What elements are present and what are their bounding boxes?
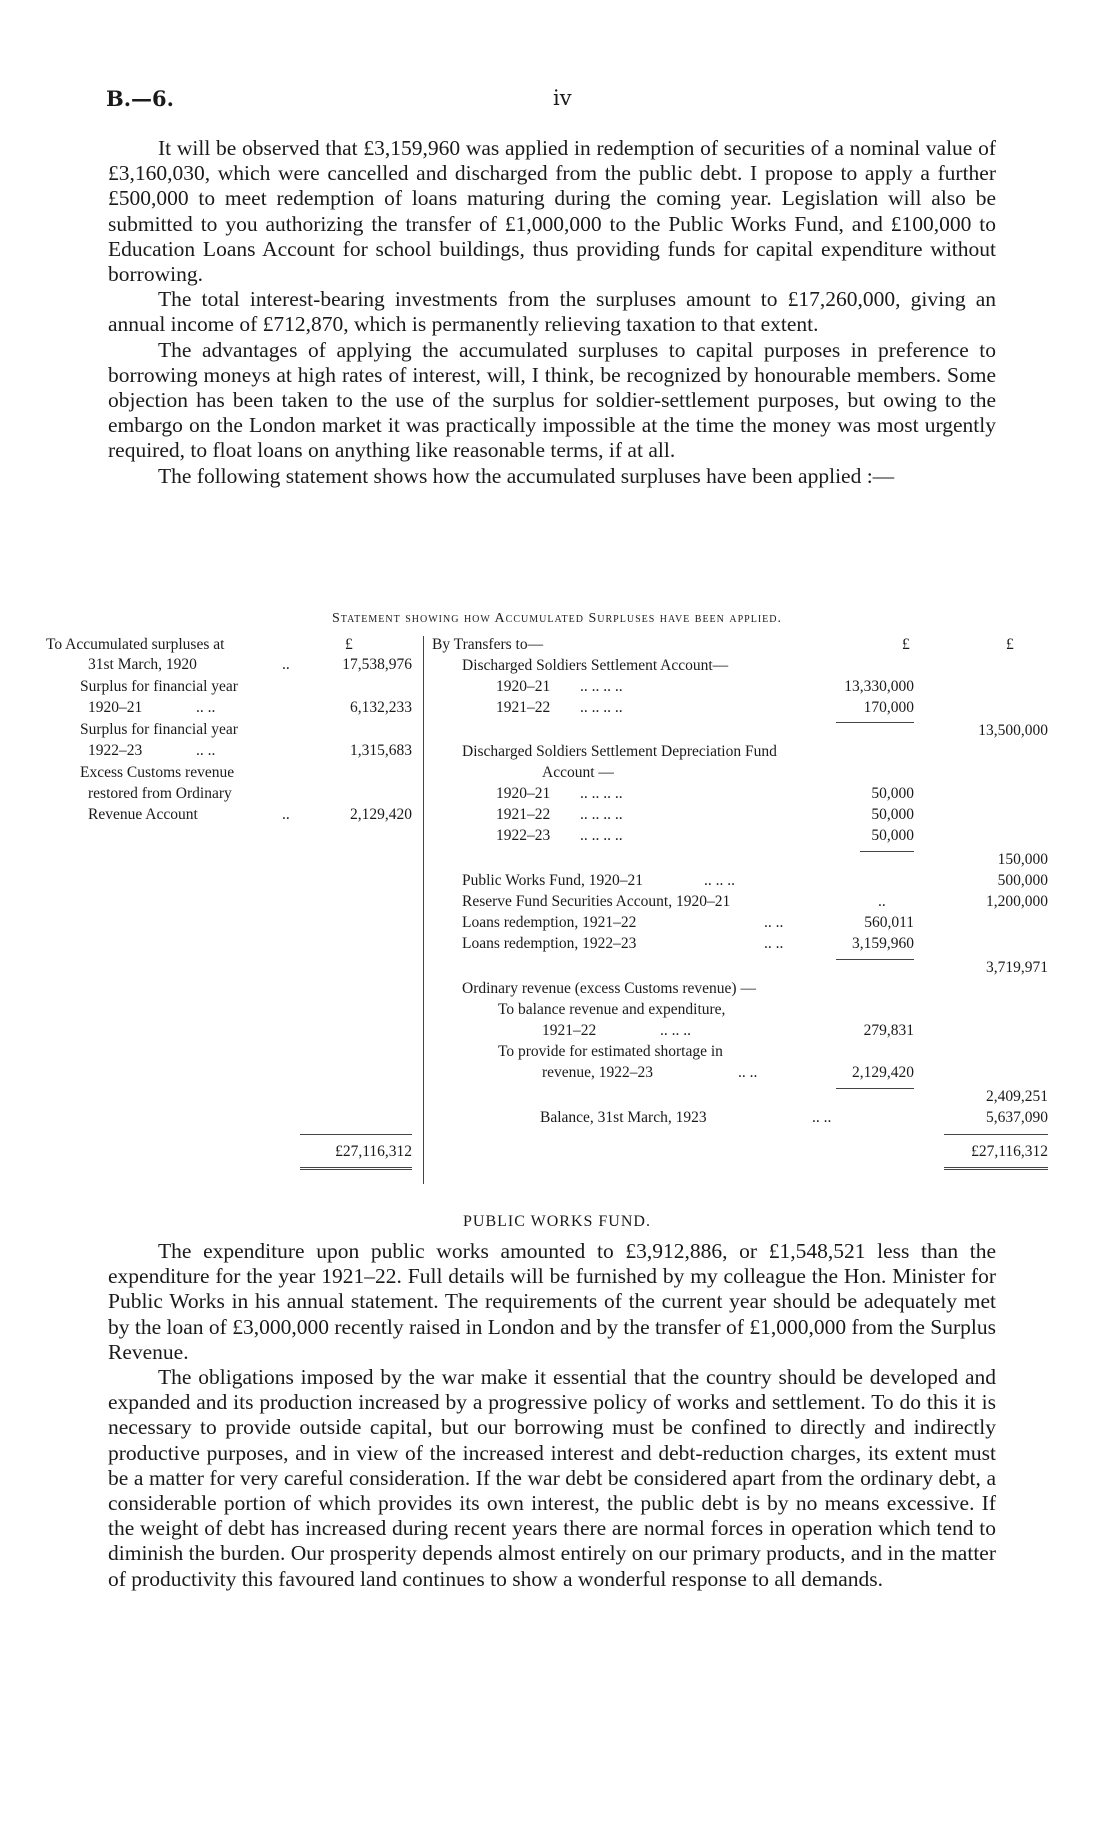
dsd-label-2: Account —: [542, 764, 614, 781]
dsd-value-3: 50,000: [871, 827, 914, 844]
ordinary-revenue-label: Ordinary revenue (excess Customs revenue) —: [462, 980, 756, 997]
intro-paragraph-1: It will be observed that £3,159,960 was applied in redemption of securities of a nominal value of £3,160,030, which were cancelled and discharged from the public debt. I propose to apply a further £500,000 to meet redemption of loans maturing during the coming year. Legislation will also be submitted to you authorizing the transfer of £1,000,000 to the Public Works Fund, and £100,000 to Education Loans Account for school buildings, thus providing funds for capital expenditure without borrowing.: [108, 136, 996, 287]
intro-paragraph-4: The following statement shows how the accumulated surpluses have been applied :—: [158, 463, 895, 488]
total-double-rule: [944, 1167, 1048, 1170]
left-pound-sign: £: [345, 636, 353, 653]
balance-value: 5,637,090: [986, 1109, 1048, 1126]
ordinary-revenue-value-1: 279,831: [863, 1022, 914, 1039]
dsd-year-1: 1920–21: [496, 785, 551, 802]
right-pound-sign-2: £: [1006, 636, 1014, 653]
pwf-value: 500,000: [997, 872, 1048, 889]
right-total: £27,116,312: [971, 1143, 1048, 1160]
dssa-total: 13,500,000: [978, 722, 1048, 739]
dsd-label: Discharged Soldiers Settlement Depreciation Fund: [462, 743, 777, 760]
dssa-label: Discharged Soldiers Settlement Account—: [462, 657, 729, 674]
loans-redemption-1921-value: 560,011: [864, 914, 914, 931]
public-works-text: [108, 1239, 996, 1592]
loans-redemption-total: 3,719,971: [986, 959, 1048, 976]
dsd-year-2: 1921–22: [496, 806, 551, 823]
rfs-label: Reserve Fund Securities Account, 1920–21: [462, 893, 731, 910]
transfers-label: By Transfers to—: [432, 636, 544, 653]
dsd-total: 150,000: [997, 851, 1048, 868]
leader-dots: .. .. .. ..: [580, 699, 623, 716]
total-rule: [944, 1134, 1048, 1135]
leader-dots: .. .. ..: [660, 1022, 691, 1039]
public-works-paragraph-2: The obligations imposed by the war make it essential that the country should be developed and expanded and its production increased by a progressive policy of works and settlement. To do this it is necessary to provide outside capital, but our borrowing must be confined to directly and indirectly productive purposes, and in view of the increased interest and debt-reduction charges, its extent must be a matter for very careful consideration. If the war debt be considered apart from the ordinary debt, a considerable portion of which provides its own interest, the public debt is by no means excessive. If the weight of debt has increased during recent years there are normal forces in operation which tend to diminish the burden. Our prosperity depends almost entirely on our primary products, and in the matter of productivity this favoured land continues to show a wonderful response to all demands.: [108, 1365, 996, 1591]
leader-dots: .. .. .. ..: [580, 678, 623, 695]
surplus-1920-year: 1920–21: [88, 699, 143, 716]
leader-dots: .. .. .. ..: [580, 827, 623, 844]
leader-dots: .. ..: [196, 742, 216, 759]
intro-text: [108, 136, 996, 489]
dssa-value-2: 170,000: [863, 699, 914, 716]
loans-redemption-1922-label: Loans redemption, 1922–23: [462, 935, 637, 952]
subtotal-rule: [836, 722, 914, 723]
public-works-heading: PUBLIC WORKS FUND.: [463, 1213, 651, 1230]
subtotal-rule: [860, 851, 914, 852]
ordinary-revenue-total: 2,409,251: [986, 1088, 1048, 1105]
leader-dots: .. ..: [738, 1064, 758, 1081]
accumulated-surpluses-label: To Accumulated surpluses at: [46, 636, 225, 653]
ordinary-revenue-item-2-year: revenue, 1922–23: [542, 1064, 654, 1081]
surplus-1920-value: 6,132,233: [350, 699, 412, 716]
loans-redemption-1922-value: 3,159,960: [852, 935, 914, 952]
ordinary-revenue-item-1-year: 1921–22: [542, 1022, 597, 1039]
dssa-year-2: 1921–22: [496, 699, 551, 716]
subtotal-rule: [836, 959, 914, 960]
excess-customs-label: Excess Customs revenue: [80, 764, 235, 781]
pwf-label: Public Works Fund, 1920–21: [462, 872, 644, 889]
leader-dots: .. ..: [764, 935, 784, 952]
leader-dots: ..: [282, 806, 290, 823]
excess-customs-value: 2,129,420: [350, 806, 412, 823]
leader-dots: .. .. .. ..: [580, 785, 623, 802]
ordinary-revenue-item-2: To provide for estimated shortage in: [498, 1043, 723, 1060]
leader-dots: .. .. .. ..: [580, 806, 623, 823]
dssa-value-1: 13,330,000: [844, 678, 914, 695]
total-double-rule: [300, 1167, 412, 1170]
document-reference: B.—6.: [106, 86, 174, 111]
excess-customs-label-3: Revenue Account: [88, 806, 198, 823]
intro-paragraph-2: The total interest-bearing investments from the surpluses amount to £17,260,000, giving an annual income of £712,870, which is permanently relieving taxation to that extent.: [108, 287, 996, 337]
accumulated-surpluses-date: 31st March, 1920: [88, 656, 197, 673]
loans-redemption-1921-label: Loans redemption, 1921–22: [462, 914, 637, 931]
statement-divider: [423, 636, 424, 1184]
dsd-year-3: 1922–23: [496, 827, 551, 844]
ordinary-revenue-value-2: 2,129,420: [852, 1064, 914, 1081]
ordinary-revenue-item-1: To balance revenue and expenditure,: [498, 1001, 726, 1018]
dsd-value-2: 50,000: [871, 806, 914, 823]
dsd-value-1: 50,000: [871, 785, 914, 802]
leader-dots: ..: [878, 893, 886, 910]
surplus-1922-value: 1,315,683: [350, 742, 412, 759]
total-rule: [300, 1134, 412, 1135]
subtotal-rule: [836, 1088, 914, 1089]
surplus-1922-label: Surplus for financial year: [80, 721, 238, 738]
right-pound-sign-1: £: [902, 636, 910, 653]
leader-dots: .. .. ..: [704, 872, 735, 889]
surplus-1922-year: 1922–23: [88, 742, 143, 759]
rfs-value: 1,200,000: [986, 893, 1048, 910]
statement-title: Statement showing how Accumulated Surpluses have been applied.: [331, 611, 783, 626]
leader-dots: .. ..: [812, 1109, 832, 1126]
surplus-1920-label: Surplus for financial year: [80, 678, 238, 695]
excess-customs-label-2: restored from Ordinary: [88, 785, 232, 802]
balance-label: Balance, 31st March, 1923: [540, 1109, 707, 1126]
accumulated-surpluses-value: 17,538,976: [342, 656, 412, 673]
left-total: £27,116,312: [335, 1143, 412, 1160]
leader-dots: .. ..: [764, 914, 784, 931]
intro-paragraph-3: The advantages of applying the accumulated surpluses to capital purposes in preference to borrowing moneys at high rates of interest, will, I think, be recognized by honourable members. Some objection has been taken to the use of the surplus for soldier-settlement purposes, but owing to the embargo on the London market it was practically impossible at the time the money was most urgently required, to float loans on anything like reasonable terms, if at all.: [108, 337, 996, 463]
page-number: iv: [553, 86, 572, 110]
dssa-year-1: 1920–21: [496, 678, 551, 695]
leader-dots: ..: [282, 656, 290, 673]
public-works-paragraph-1: The expenditure upon public works amounted to £3,912,886, or £1,548,521 less than the expenditure for the year 1921–22. Full details will be furnished by my colleague the Hon. Minister for Public Works in his annual statement. The requirements of the current year should be adequately met by the loan of £3,000,000 recently raised in London and by the transfer of £1,000,000 from the Surplus Revenue.: [108, 1239, 996, 1364]
leader-dots: .. ..: [196, 699, 216, 716]
